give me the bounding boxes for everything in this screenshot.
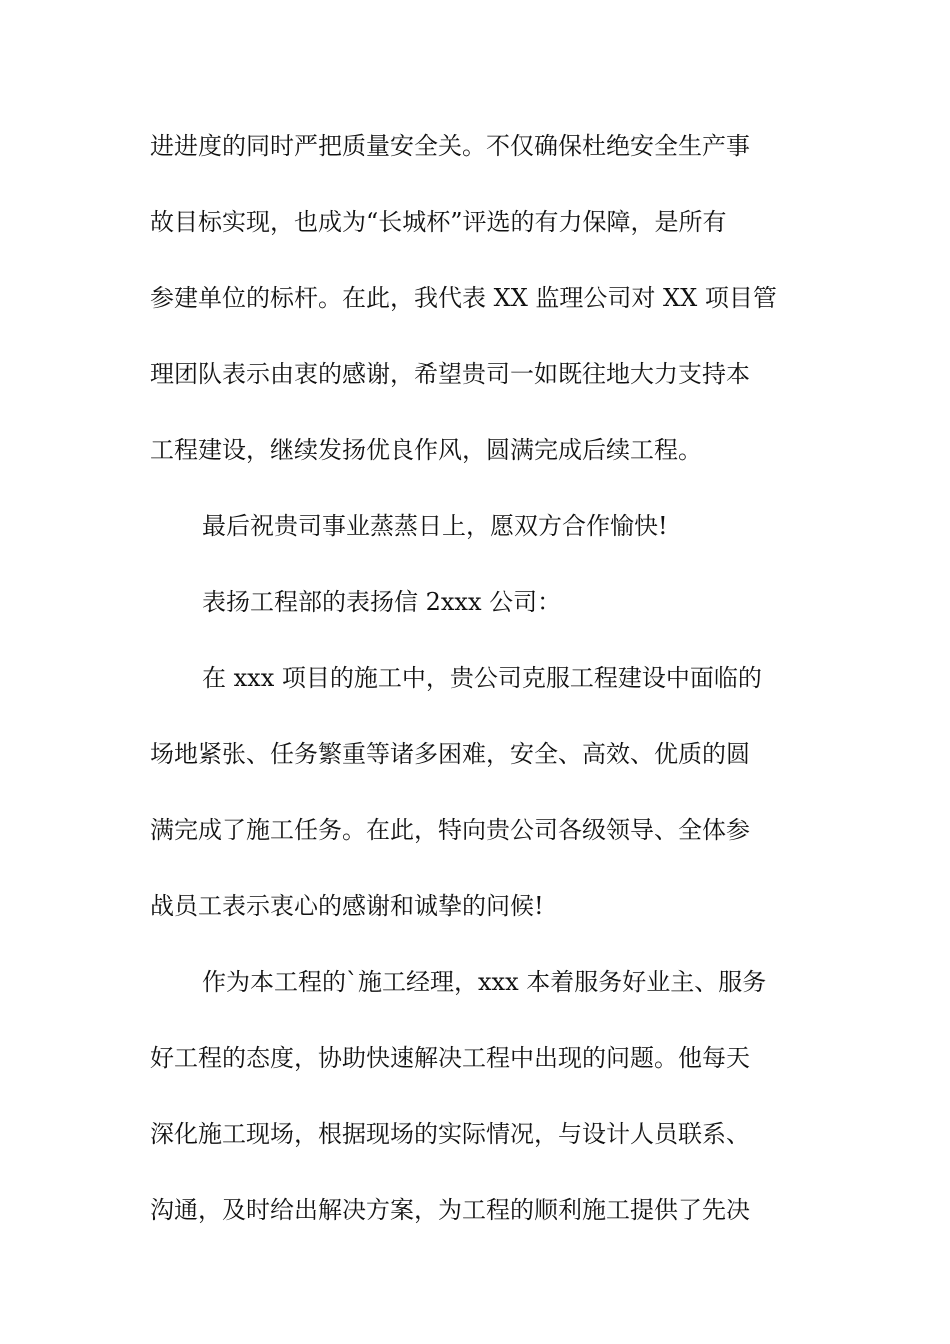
closing-wish-line: 最后祝贵司事业蒸蒸日上，愿双方合作愉快! bbox=[202, 512, 668, 540]
paragraph-start-line: 在 xxx 项目的施工中，贵公司克服工程建设中面临的 bbox=[202, 664, 762, 692]
paragraph-start-line: 作为本工程的`施工经理，xxx 本着服务好业主、服务 bbox=[202, 968, 767, 996]
text-line: 参建单位的标杆。在此，我代表 XX 监理公司对 XX 项目管 bbox=[150, 284, 777, 312]
text-line: 好工程的态度，协助快速解决工程中出现的问题。他每天 bbox=[150, 1044, 750, 1072]
text-line: 理团队表示由衷的感谢，希望贵司一如既往地大力支持本 bbox=[150, 360, 750, 388]
text-line: 故目标实现，也成为“长城杯”评选的有力保障，是所有 bbox=[150, 208, 727, 236]
letter-heading-line: 表扬工程部的表扬信 2xxx 公司： bbox=[202, 588, 562, 616]
text-line: 战员工表示衷心的感谢和诚挚的问候! bbox=[150, 892, 544, 920]
text-line: 场地紧张、任务繁重等诸多困难，安全、高效、优质的圆 bbox=[150, 740, 750, 768]
text-line: 沟通，及时给出解决方案，为工程的顺利施工提供了先决 bbox=[150, 1196, 750, 1224]
text-line: 进进度的同时严把质量安全关。不仅确保杜绝安全生产事 bbox=[150, 132, 750, 160]
text-line: 深化施工现场，根据现场的实际情况，与设计人员联系、 bbox=[150, 1120, 750, 1148]
text-line: 工程建设，继续发扬优良作风，圆满完成后续工程。 bbox=[150, 436, 702, 464]
text-line: 满完成了施工任务。在此，特向贵公司各级领导、全体参 bbox=[150, 816, 750, 844]
